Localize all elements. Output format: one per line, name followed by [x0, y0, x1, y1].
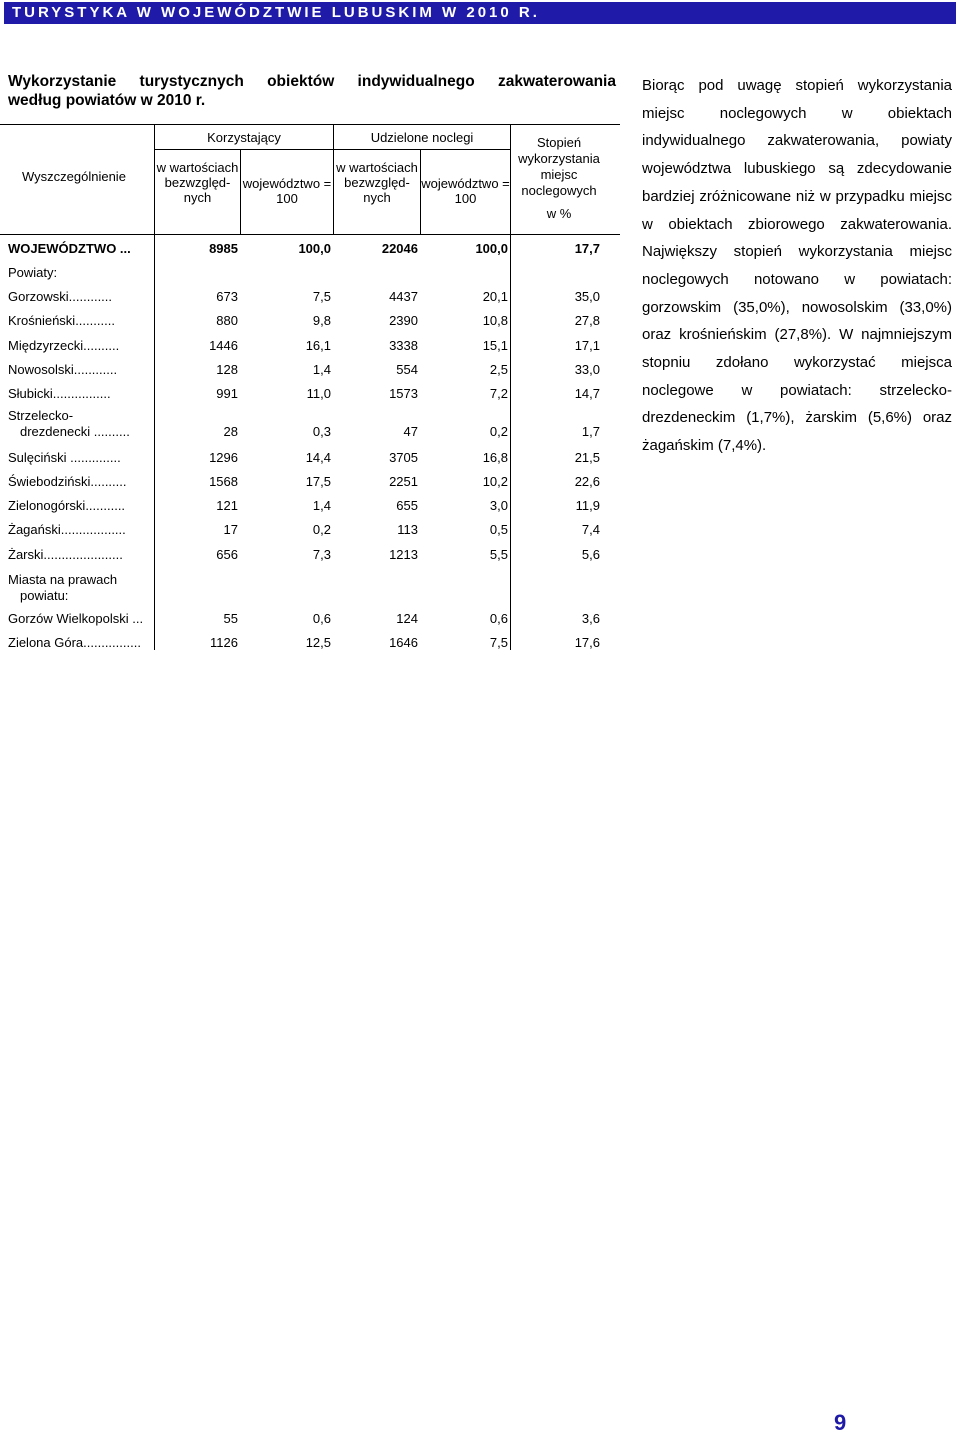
cell-col-4: 5,5: [489, 547, 508, 562]
cell-col-1: 121: [216, 498, 238, 513]
cell-col-1: 1126: [210, 635, 238, 650]
cell-col-2: 9,8: [312, 313, 331, 328]
cell-col-5: 17,6: [574, 635, 600, 650]
title-line-1: Wykorzystanie turystycznych obiektów indywidualnego zakwaterowania: [8, 73, 616, 90]
header-udz-woj: województwo = 100: [421, 176, 510, 206]
row-label-continuation: powiatu:: [20, 588, 69, 603]
row-label: Żagański..................: [8, 522, 126, 537]
header-udzielone: Udzielone noclegi: [370, 130, 474, 145]
cell-col-2: 100,0: [298, 241, 331, 256]
cell-col-5: 14,7: [574, 386, 600, 401]
table-row: [0, 408, 620, 439]
cell-col-4: 7,5: [489, 635, 508, 650]
header-top-rule: [0, 124, 620, 125]
cell-col-2: 0,6: [312, 611, 331, 626]
title-line-2: według powiatów w 2010 r.: [8, 92, 206, 109]
cell-col-3: 3338: [389, 338, 418, 353]
cell-col-1: 17: [223, 522, 238, 537]
page-number: 9: [834, 1410, 847, 1435]
cell-col-4: 3,0: [489, 498, 508, 513]
cell-col-1: 991: [216, 386, 238, 401]
row-label: Świebodziński..........: [8, 474, 127, 489]
cell-col-2: 16,1: [305, 338, 331, 353]
cell-col-1: 128: [216, 362, 238, 377]
table-row: [0, 289, 620, 307]
header-udz-abs: w wartościach bezwzględ-nych: [336, 160, 418, 205]
cell-col-5: 27,8: [574, 313, 600, 328]
row-label: Gorzowski............: [8, 289, 113, 304]
cell-col-4: 16,8: [482, 450, 508, 465]
table-row: [0, 611, 620, 629]
cell-col-4: 100,0: [475, 241, 508, 256]
row-label-continuation: drezdenecki ..........: [20, 424, 130, 439]
cell-col-5: 35,0: [574, 289, 600, 304]
header-stopien: Stopień wykorzystania miejsc noclegowych: [518, 135, 600, 198]
cell-col-3: 3705: [389, 450, 418, 465]
cell-col-4: 0,6: [489, 611, 508, 626]
cell-col-2: 12,5: [305, 635, 331, 650]
cell-col-3: 655: [396, 498, 418, 513]
cell-col-1: 1296: [209, 450, 238, 465]
row-label: Słubicki................: [8, 386, 111, 401]
cell-col-2: 17,5: [305, 474, 331, 489]
table-row: [0, 313, 620, 331]
cell-col-5: 3,6: [581, 611, 600, 626]
cell-col-1: 8985: [209, 241, 238, 256]
header-bottom-rule: [0, 234, 620, 235]
table-row: [0, 265, 620, 283]
cell-col-4: 2,5: [489, 362, 508, 377]
row-label: Miasta na prawach: [8, 572, 118, 587]
cell-col-4: 10,2: [482, 474, 508, 489]
cell-col-2: 14,4: [305, 450, 331, 465]
header-w-procent: w %: [546, 206, 572, 221]
cell-col-3: 113: [397, 522, 418, 537]
cell-col-1: 55: [223, 611, 238, 626]
cell-col-2: 11,0: [306, 386, 331, 401]
table-row: [0, 362, 620, 380]
row-label: Zielona Góra................: [8, 635, 141, 650]
cell-col-4: 10,8: [482, 313, 508, 328]
cell-col-5: 11,9: [575, 498, 600, 513]
row-label: Strzelecko-: [8, 408, 74, 423]
table-row: [0, 635, 620, 653]
cell-col-1: 673: [216, 289, 238, 304]
cell-col-5: 17,7: [574, 241, 600, 256]
row-label: Nowosolski............: [8, 362, 118, 377]
cell-col-3: 47: [403, 424, 418, 439]
row-label: Międzyrzecki..........: [8, 338, 120, 353]
row-label: Sulęciński ..............: [8, 450, 121, 465]
cell-col-5: 21,5: [574, 450, 600, 465]
table-row: [0, 547, 620, 565]
cell-col-3: 4437: [389, 289, 418, 304]
table-title: [8, 72, 616, 110]
cell-col-4: 0,5: [489, 522, 508, 537]
table-row: [0, 450, 620, 468]
cell-col-2: 0,2: [312, 522, 331, 537]
cell-col-4: 20,1: [482, 289, 508, 304]
commentary-paragraph: Biorąc pod uwagę stopień wykorzystania miejsc noclegowych w obiektach indywidualnego zakwaterowania, powiaty województwa lubuskiego są zdecydowanie bardziej zróżnicowane niż w przypadku miejsc w obiektach zbiorowego zakwaterowania. Największy stopień wykorzystania miejsc noclegowych notowano w powiatach: gorzowskim (35,0%), nowosolskim (33,0%) oraz krośnieńskim (27,8%). W najmniejszym stopniu zdołano wykorzystać miejsca noclegowe w powiatach: strzelecko-drezdeneckim (1,7%), żarskim (5,6%) oraz żagańskim (7,4%).: [642, 77, 952, 455]
cell-col-5: 17,1: [574, 338, 600, 353]
header-wyszczegolnienie: Wyszczególnienie: [22, 169, 126, 184]
cell-col-2: 7,5: [312, 289, 331, 304]
cell-col-1: 1568: [209, 474, 238, 489]
row-label: WOJEWÓDZTWO ...: [8, 241, 131, 256]
row-label: Żarski......................: [8, 547, 123, 562]
page-banner: TURYSTYKA W WOJEWÓDZTWIE LUBUSKIM W 2010 R.: [4, 2, 956, 24]
cell-col-3: 124: [396, 611, 418, 626]
table-row: [0, 522, 620, 540]
cell-col-4: 0,2: [489, 424, 508, 439]
cell-col-5: 7,4: [581, 522, 600, 537]
cell-col-2: 1,4: [312, 362, 331, 377]
row-label: Gorzów Wielkopolski ...: [8, 611, 144, 626]
cell-col-5: 33,0: [574, 362, 600, 377]
cell-col-5: 22,6: [574, 474, 600, 489]
header-korzystajacy: Korzystający: [207, 130, 281, 145]
row-label: Zielonogórski...........: [8, 498, 126, 513]
table-row: [0, 474, 620, 492]
cell-col-3: 554: [396, 362, 418, 377]
table-row: [0, 338, 620, 356]
header-korz-woj: województwo = 100: [242, 176, 332, 206]
cell-col-5: 1,7: [581, 424, 600, 439]
header-korz-abs: w wartościach bezwzględ-nych: [156, 160, 239, 205]
cell-col-5: 5,6: [581, 547, 600, 562]
cell-col-1: 880: [216, 313, 238, 328]
cell-col-3: 2390: [389, 313, 418, 328]
cell-col-4: 15,1: [482, 338, 508, 353]
cell-col-2: 0,3: [312, 424, 331, 439]
cell-col-1: 656: [216, 547, 238, 562]
cell-col-2: 7,3: [312, 547, 331, 562]
table-row: [0, 572, 620, 603]
cell-col-1: 28: [223, 424, 238, 439]
table-row: [0, 241, 620, 259]
cell-col-3: 1646: [389, 635, 418, 650]
cell-col-3: 2251: [389, 474, 418, 489]
table-row: [0, 386, 620, 404]
cell-col-4: 7,2: [489, 386, 508, 401]
cell-col-3: 1573: [389, 386, 418, 401]
cell-col-3: 22046: [381, 241, 418, 256]
table-row: [0, 498, 620, 516]
cell-col-2: 1,4: [312, 498, 331, 513]
cell-col-1: 1446: [209, 338, 238, 353]
row-label: Krośnieński...........: [8, 313, 115, 328]
row-label: Powiaty:: [8, 265, 58, 280]
cell-col-3: 1213: [389, 547, 418, 562]
